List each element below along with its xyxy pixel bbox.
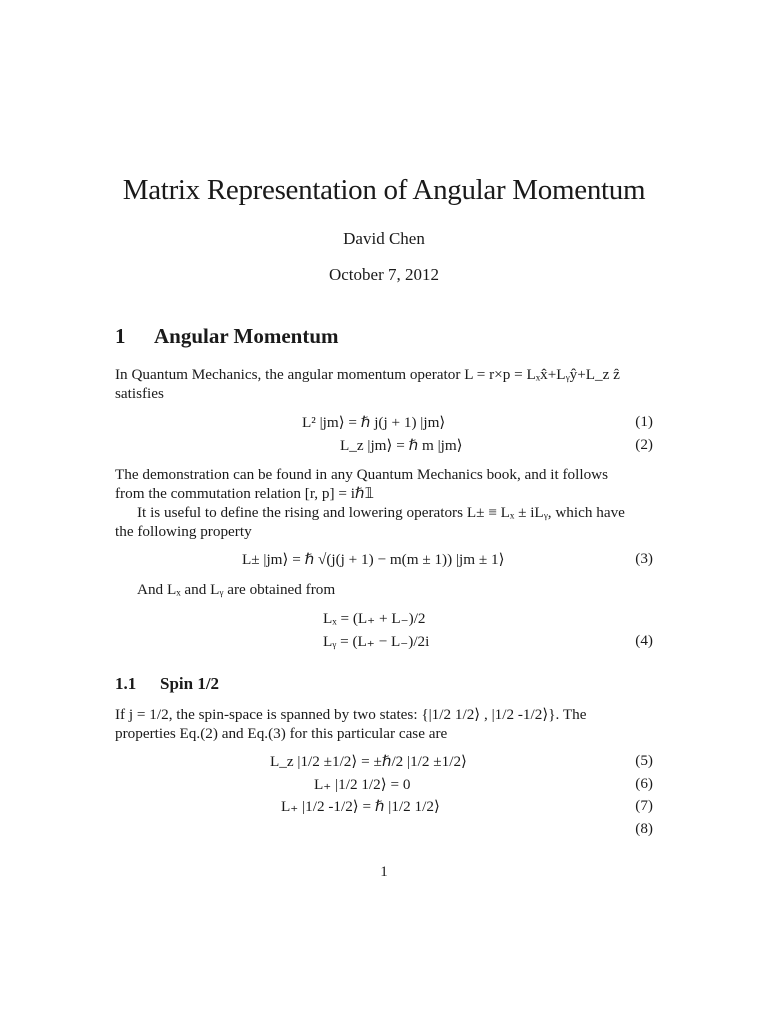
equation-6: L₊ |1/2 1/2⟩ = 0 — [314, 776, 411, 793]
equation-4-number: (4) — [635, 632, 653, 649]
paragraph-5-line-1: If j = 1/2, the spin-space is spanned by two states: {|1/2 1/2⟩ , |1/2 -1/2⟩}. The — [115, 706, 587, 723]
paragraph-3 — [115, 503, 653, 541]
paragraph-5 — [115, 705, 653, 743]
paragraph-3-line-2: the following property — [115, 523, 252, 540]
paragraph-5-line-2: properties Eq.(2) and Eq.(3) for this particular case are — [115, 725, 448, 742]
paragraph-4: And Lₓ and Lᵧ are obtained from — [137, 581, 336, 598]
equation-5: L_z |1/2 ±1/2⟩ = ±ℏ/2 |1/2 ±1/2⟩ — [270, 753, 467, 770]
subsection-1-1-number: 1.1 — [115, 674, 137, 693]
paragraph-2-line-2: from the commutation relation [r, p] = iℏ𝟙 — [115, 485, 375, 502]
equation-3: L± |jm⟩ = ℏ √(j(j + 1) − m(m ± 1)) |jm ± 1⟩ — [242, 551, 505, 568]
paragraph-1 — [115, 365, 653, 403]
page-number: 1 — [380, 864, 388, 880]
equation-2: L_z |jm⟩ = ℏ m |jm⟩ — [340, 437, 463, 454]
section-1-title: Angular Momentum — [154, 324, 339, 348]
equation-7: L₊ |1/2 -1/2⟩ = ℏ |1/2 1/2⟩ — [281, 798, 440, 815]
subsection-1-1-title: Spin 1/2 — [160, 674, 220, 693]
paragraph-3-line-1: It is useful to define the rising and lowering operators L± ≡ Lₓ ± iLᵧ, which have — [137, 504, 625, 521]
section-1-number: 1 — [115, 324, 126, 348]
author: David Chen — [343, 229, 425, 248]
date: October 7, 2012 — [328, 265, 439, 284]
equation-1: L² |jm⟩ = ℏ j(j + 1) |jm⟩ — [302, 414, 446, 431]
paragraph-1-line-2: satisfies — [115, 385, 164, 402]
equation-3-number: (3) — [635, 550, 653, 567]
paragraph-2-line-1: The demonstration can be found in any Quantum Mechanics book, and it follows — [115, 466, 609, 483]
paper-title: Matrix Representation of Angular Momentum — [122, 174, 646, 206]
paragraph-1-line-1: In Quantum Mechanics, the angular momentum operator L = r×p = Lₓx̂+Lᵧŷ+L_z ẑ — [115, 366, 620, 383]
equation-8-number: (8) — [635, 820, 653, 837]
equation-1-number: (1) — [635, 413, 653, 430]
equation-6-number: (6) — [635, 775, 653, 792]
paragraph-2 — [115, 465, 653, 503]
equation-5-number: (5) — [635, 752, 653, 769]
equation-2-number: (2) — [635, 436, 653, 453]
equation-7-number: (7) — [635, 797, 653, 814]
equation-4a: Lₓ = (L₊ + L₋)/2 — [323, 610, 426, 627]
equation-4b: Lᵧ = (L₊ − L₋)/2i — [323, 633, 430, 650]
